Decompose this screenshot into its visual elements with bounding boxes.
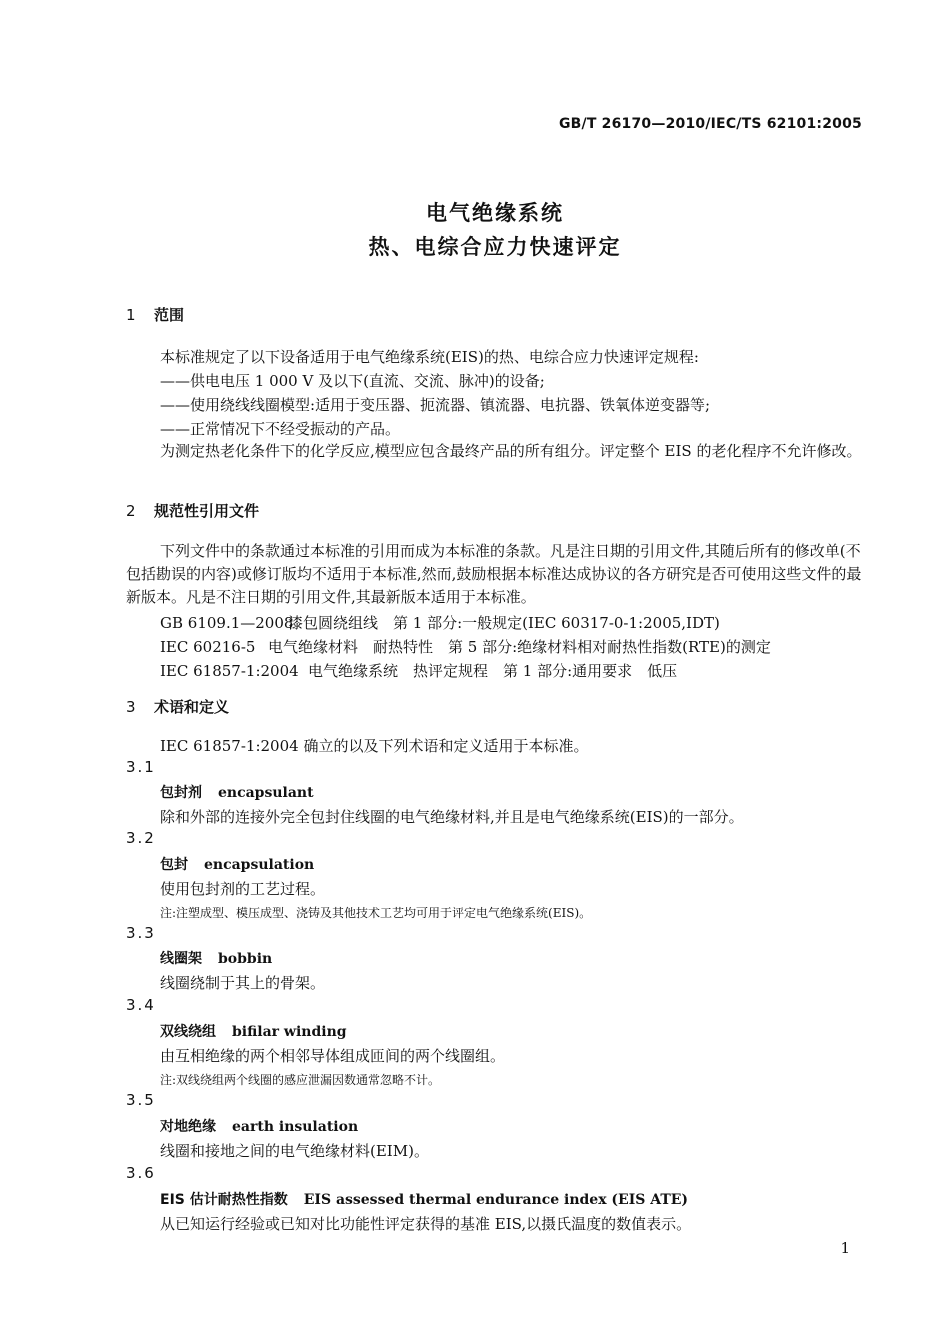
section-title: 范围 bbox=[154, 306, 185, 324]
clause-number: 3.5 bbox=[126, 1091, 156, 1109]
clause-number: 3.2 bbox=[126, 829, 156, 847]
reference-item bbox=[160, 612, 720, 633]
reference-code: IEC 60216-5 bbox=[160, 638, 256, 656]
section-title: 规范性引用文件 bbox=[154, 502, 260, 520]
clause-number: 3.4 bbox=[126, 996, 156, 1014]
term-zh: 对地绝缘 bbox=[160, 1119, 216, 1135]
term-heading bbox=[160, 1021, 347, 1041]
reference-code: IEC 61857-1:2004 bbox=[160, 662, 299, 680]
term-definition: 使用包封剂的工艺过程。 bbox=[160, 880, 326, 898]
section-1-heading bbox=[126, 304, 184, 325]
clause-number: 3.3 bbox=[126, 924, 156, 942]
term-heading bbox=[160, 948, 272, 968]
term-en: EIS assessed thermal endurance index (EIS ATE) bbox=[303, 1192, 689, 1208]
term-zh: 包封 bbox=[160, 857, 188, 873]
term-heading bbox=[160, 1189, 688, 1209]
reference-title: 电气绝缘系统 热评定规程 第 1 部分:通用要求 低压 bbox=[308, 662, 678, 680]
section-title: 术语和定义 bbox=[154, 698, 230, 716]
reference-code: GB 6109.1—2008 bbox=[160, 614, 294, 632]
term-en: encapsulant bbox=[218, 785, 314, 801]
scope-paragraph: 为测定热老化条件下的化学反应,模型应包含最终产品的所有组分。评定整个 EIS 的老化程序不允许修改。 bbox=[160, 442, 862, 460]
reference-title: 电气绝缘材料 耐热特性 第 5 部分:绝缘材料相对耐热性指数(RTE)的测定 bbox=[268, 638, 771, 656]
clause-number: 3.6 bbox=[126, 1164, 156, 1182]
section-2-heading bbox=[126, 500, 259, 521]
standard-code-header: GB/T 26170—2010/IEC/TS 62101:2005 bbox=[558, 116, 862, 132]
normative-references-paragraph: 下列文件中的条款通过本标准的引用而成为本标准的条款。凡是注日期的引用文件,其随后所有的修改单(不包括勘误的内容)或修订版均不适用于本标准,然而,鼓励根据本标准达成协议的各方研究是否可使用这些文件的最新版本。凡是不注日期的引用文件,其最新版本适用于本标准。 bbox=[126, 542, 862, 606]
term-en: earth insulation bbox=[232, 1119, 359, 1135]
term-definition: 从已知运行经验或已知对比功能性评定获得的基准 EIS,以摄氏温度的数值表示。 bbox=[160, 1215, 692, 1233]
section-number: 3 bbox=[126, 698, 136, 716]
term-heading bbox=[160, 854, 314, 874]
term-zh: EIS 估计耐热性指数 bbox=[160, 1192, 288, 1208]
scope-item-3: ——正常情况下不经受振动的产品。 bbox=[160, 420, 401, 438]
term-en: encapsulation bbox=[204, 857, 315, 873]
reference-title: 漆包圆绕组线 第 1 部分:一般规定(IEC 60317-0-1:2005,IDT) bbox=[288, 614, 720, 632]
section-number: 1 bbox=[126, 306, 136, 324]
clause-number: 3.1 bbox=[126, 758, 156, 776]
term-zh: 线圈架 bbox=[160, 951, 202, 967]
scope-item-2: ——使用绕线线圈模型:适用于变压器、扼流器、镇流器、电抗器、铁氧体逆变器等; bbox=[160, 396, 711, 414]
term-zh: 包封剂 bbox=[160, 785, 202, 801]
scope-item-1: ——供电电压 1 000 V 及以下(直流、交流、脉冲)的设备; bbox=[160, 372, 545, 390]
term-zh: 双线绕组 bbox=[160, 1024, 216, 1040]
section-3-heading bbox=[126, 696, 229, 717]
terms-intro: IEC 61857-1:2004 确立的以及下列术语和定义适用于本标准。 bbox=[160, 737, 589, 755]
term-definition: 除和外部的连接外完全包封住线圈的电气绝缘材料,并且是电气绝缘系统(EIS)的一部分。 bbox=[160, 808, 744, 826]
term-note: 注:注塑成型、模压成型、浇铸及其他技术工艺均可用于评定电气绝缘系统(EIS)。 bbox=[160, 906, 592, 920]
scope-intro: 本标准规定了以下设备适用于电气绝缘系统(EIS)的热、电综合应力快速评定规程: bbox=[160, 348, 699, 366]
term-heading bbox=[160, 782, 314, 802]
section-number: 2 bbox=[126, 502, 136, 520]
term-definition: 线圈绕制于其上的骨架。 bbox=[160, 974, 326, 992]
term-definition: 由互相绝缘的两个相邻导体组成匝间的两个线圈组。 bbox=[160, 1047, 506, 1065]
term-note: 注:双线绕组两个线圈的感应泄漏因数通常忽略不计。 bbox=[160, 1073, 441, 1087]
reference-item bbox=[160, 660, 677, 681]
title-line-1: 电气绝缘系统 bbox=[426, 201, 564, 225]
reference-item bbox=[160, 636, 771, 657]
term-en: bobbin bbox=[218, 951, 273, 967]
title-line-2: 热、电综合应力快速评定 bbox=[368, 235, 622, 259]
term-en: bifilar winding bbox=[232, 1024, 347, 1040]
page-number: 1 bbox=[840, 1239, 850, 1257]
term-heading bbox=[160, 1116, 358, 1136]
term-definition: 线圈和接地之间的电气绝缘材料(EIM)。 bbox=[160, 1142, 429, 1160]
